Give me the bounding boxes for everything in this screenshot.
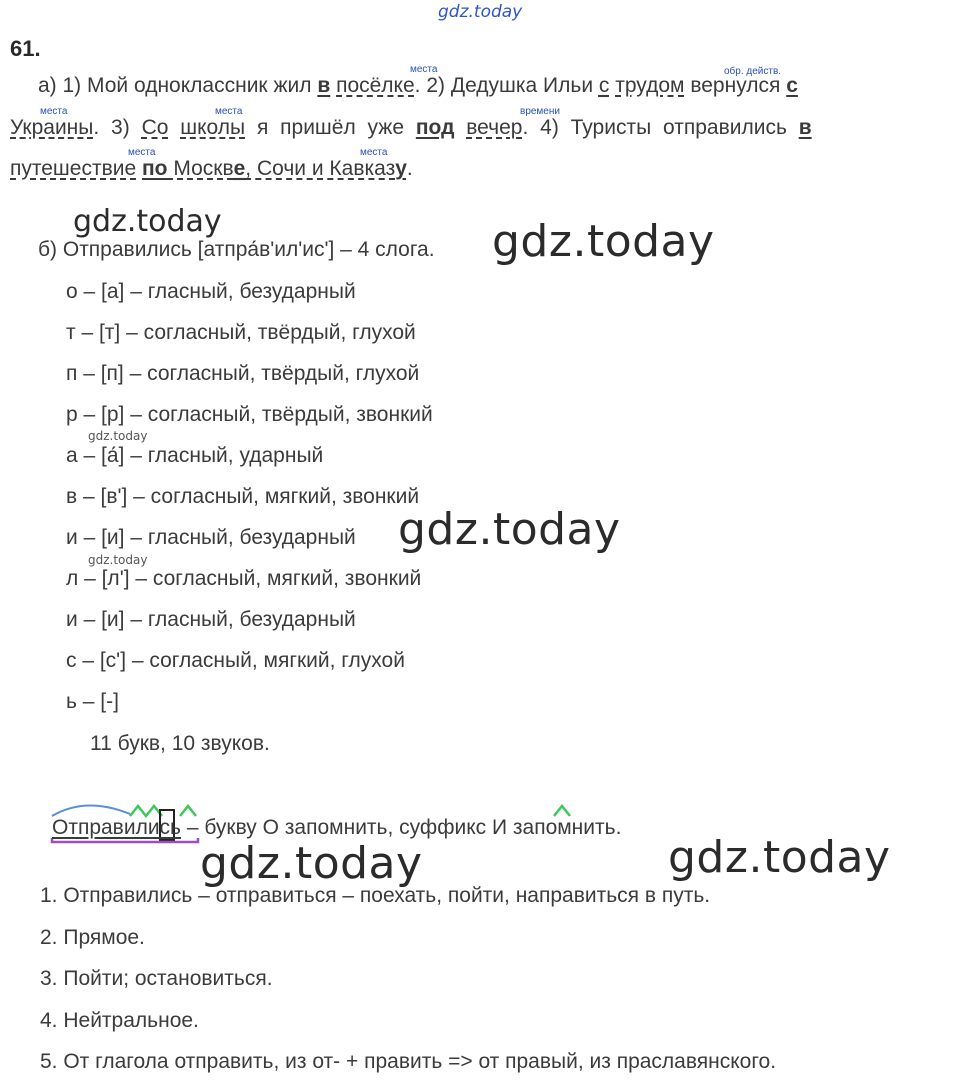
phonetic-row: с – [с'] – согласный, мягкий, глухой (66, 649, 405, 672)
part-a-line-3 (10, 157, 940, 181)
preposition: в (798, 116, 812, 139)
phonetic-row: л – [л'] – согласный, мягкий, звонкий (66, 567, 422, 590)
watermark: gdz.today (200, 838, 423, 889)
list-item: 5. От глагола отправить, из от- + править => от правый, из праславянского. (40, 1050, 777, 1073)
part-a-line-2 (10, 116, 940, 140)
root-arc-icon (52, 805, 130, 816)
part-b-heading: б) Отправились [атпра́в'ил'ис'] – 4 слога. (38, 238, 435, 261)
circumstance-word: трудом (615, 74, 685, 97)
phonetic-row: р – [р] – согласный, твёрдый, звонкий (66, 403, 433, 426)
text: вернулся (684, 74, 787, 97)
circumstance-word: школы (180, 116, 246, 139)
text: , Сочи и Кавказ (245, 157, 396, 180)
list-item: 1. Отправились – отправиться – поехать, пойти, направиться в путь. (40, 884, 711, 907)
phonetic-row: ь – [-] (66, 690, 119, 713)
phonetic-row: п – [п] – согласный, твёрдый, глухой (66, 362, 420, 385)
circumstance-word: путешествие (10, 157, 137, 180)
phonetic-row: в – [в'] – согласный, мягкий, звонкий (66, 485, 420, 508)
preposition: с (786, 74, 798, 97)
phonetic-row: и – [и] – гласный, безударный (66, 526, 356, 549)
text: а) 1) Мой одноклассник жил (38, 74, 318, 97)
label-place-4: места (128, 147, 156, 158)
phonetic-row: т – [т] – согласный, твёрдый, глухой (66, 321, 416, 344)
part-a-line-1 (38, 74, 957, 98)
text: . (406, 157, 413, 180)
list-item: 3. Пойти; остановиться. (40, 967, 273, 990)
watermark-top: gdz.today (438, 2, 523, 22)
phonetic-row: и – [и] – гласный, безударный (66, 608, 356, 631)
watermark: gdz.today (668, 832, 891, 883)
suffix-mark-icon (130, 806, 162, 816)
summary: 11 букв, 10 звуков. (90, 732, 270, 755)
ending: е (233, 157, 246, 180)
text: . 3) (93, 116, 142, 139)
preposition: в (317, 74, 331, 97)
suffix-mark-icon (180, 806, 196, 816)
preposition: с (598, 74, 610, 97)
ending: у (395, 157, 407, 180)
text: я пришёл уже (245, 116, 416, 139)
circumstance-word: Украины (10, 116, 94, 139)
label-place-3: места (215, 106, 243, 117)
watermark: gdz.today (73, 204, 222, 239)
phonetic-row: о – [а] – гласный, безударный (66, 280, 356, 303)
preposition: по (142, 157, 168, 180)
watermark: gdz.today (88, 553, 148, 567)
label-place-1: места (410, 64, 438, 75)
watermark: gdz.today (398, 504, 621, 555)
text: . 2) Дедушка Ильи (414, 74, 599, 97)
list-item: 4. Нейтральное. (40, 1009, 199, 1032)
text (168, 116, 180, 139)
preposition: под (415, 116, 455, 139)
label-place-2: места (40, 106, 68, 117)
morph-rest: – букву О запомнить, суффикс И запомнить. (181, 816, 622, 839)
morph-word: Отправились (52, 816, 181, 839)
text: . 4) Туристы отправились (522, 116, 799, 139)
watermark: gdz.today (492, 216, 715, 267)
label-time: времени (520, 106, 560, 117)
circumstance-word: вечер (466, 116, 523, 139)
watermark: gdz.today (88, 429, 148, 443)
circumstance-word: посёлке (336, 74, 415, 97)
label-place-5: места (360, 147, 388, 158)
morph-line (52, 816, 621, 840)
text (454, 116, 466, 139)
list-item: 2. Прямое. (40, 926, 145, 949)
phonetic-row: а – [а́] – гласный, ударный (66, 444, 324, 467)
preposition: Со (141, 116, 169, 139)
text: Москв (167, 157, 234, 180)
label-manner: обр. действ. (724, 66, 782, 77)
exercise-number: 61. (10, 36, 41, 61)
